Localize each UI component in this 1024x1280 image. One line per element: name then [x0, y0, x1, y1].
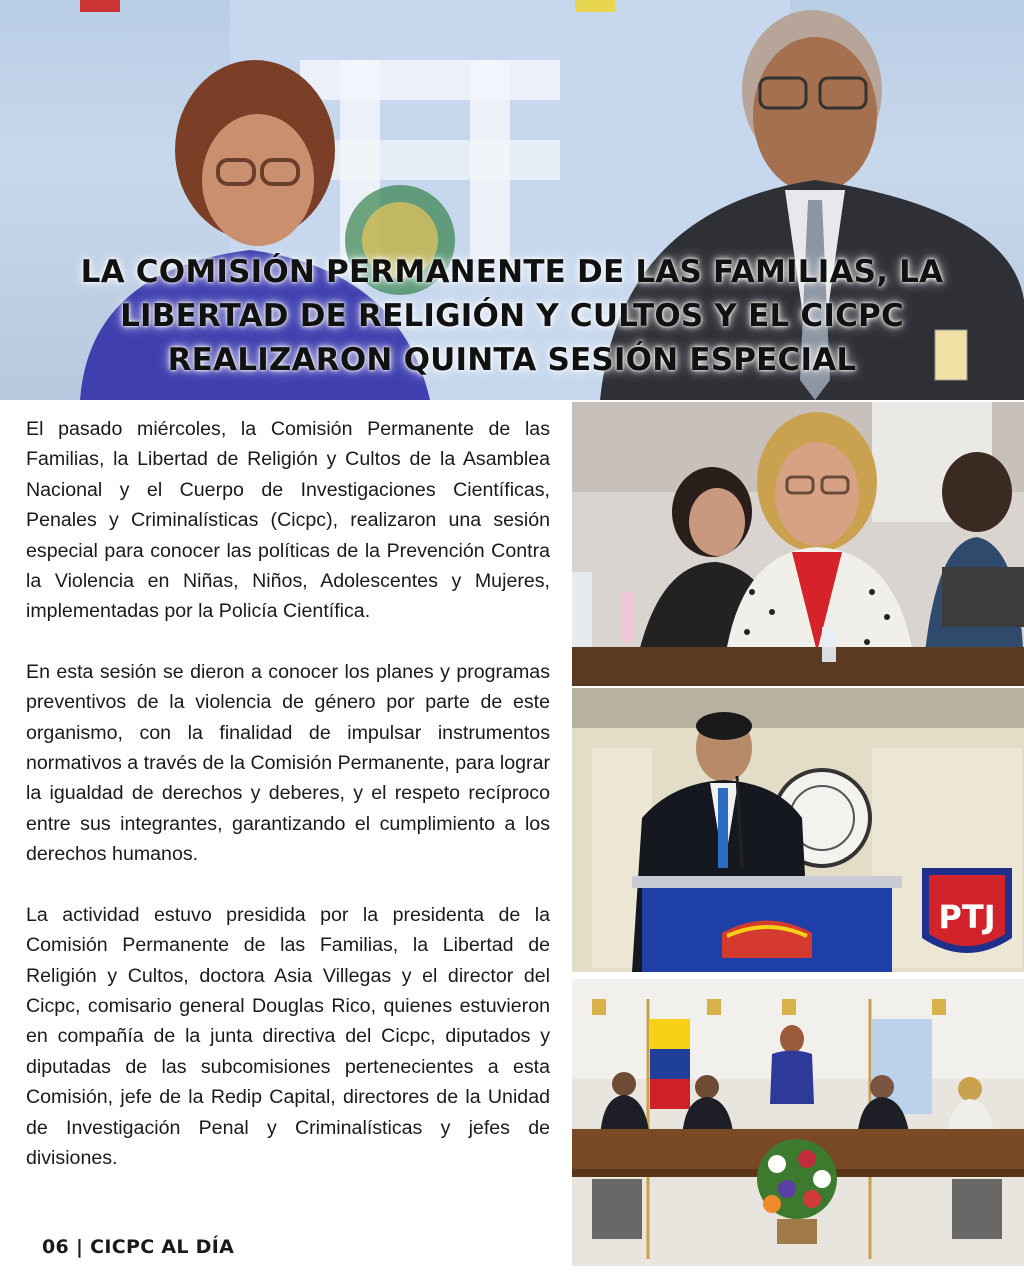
headline-line-3: REALIZARON QUINTA SESIÓN ESPECIAL — [167, 342, 857, 378]
article-paragraph-2: En esta sesión se dieron a conocer los planes y programas preventivos de la violencia de género por parte de este organismo, con la finalidad de impulsar instrumentos normativos a través de la Comisión Permanente, para lograr la igualdad de derechos y deberes, y el respeto recíproco entre sus integrantes, garantizando el cumplimiento a los derechos humanos. — [26, 660, 550, 866]
page-footer: 06 | CICPC AL DÍA — [42, 1236, 235, 1258]
headline-line-1: LA COMISIÓN PERMANENTE DE LAS FAMILIAS, LA — [80, 254, 944, 290]
hero-photo — [0, 0, 1024, 400]
headline-line-2: LIBERTAD DE RELIGIÓN Y CULTOS Y EL CICPC — [120, 298, 904, 334]
article-body — [26, 414, 550, 1203]
ptj-logo-text: PTJ — [938, 898, 996, 936]
page-headline — [40, 250, 984, 382]
photo-panel-session — [572, 979, 1024, 1266]
photo-podium-speaker — [572, 688, 1024, 972]
article-paragraph-1: El pasado miércoles, la Comisión Permanente de las Familias, la Libertad de Religión y Cultos de la Asamblea Nacional y el Cuerpo de Investigaciones Científicas, Penales y Criminalísticas (Cicpc), realizaron una sesión especial para conocer las políticas de la Prevención Contra la Violencia en Niñas, Niños, Adolescentes y Mujeres, implementadas por la Policía Científica. — [26, 418, 550, 623]
photo-seated-woman — [572, 402, 1024, 686]
article-paragraph-3: La actividad estuvo presidida por la presidenta de la Comisión Permanente de las Familias, la Libertad de Religión y Cultos, doctora Asia Villegas y el director del Cicpc, comisario general Douglas Rico, quienes estuvieron en compañía de la junta directiva del Cicpc, diputados y diputadas de las subcomisiones pertenecientes a esta Comisión, jefe de la Redip Capital, directores de la Unidad de Investigación Penal y Criminalísticas y jefes de divisiones. — [26, 903, 550, 1169]
